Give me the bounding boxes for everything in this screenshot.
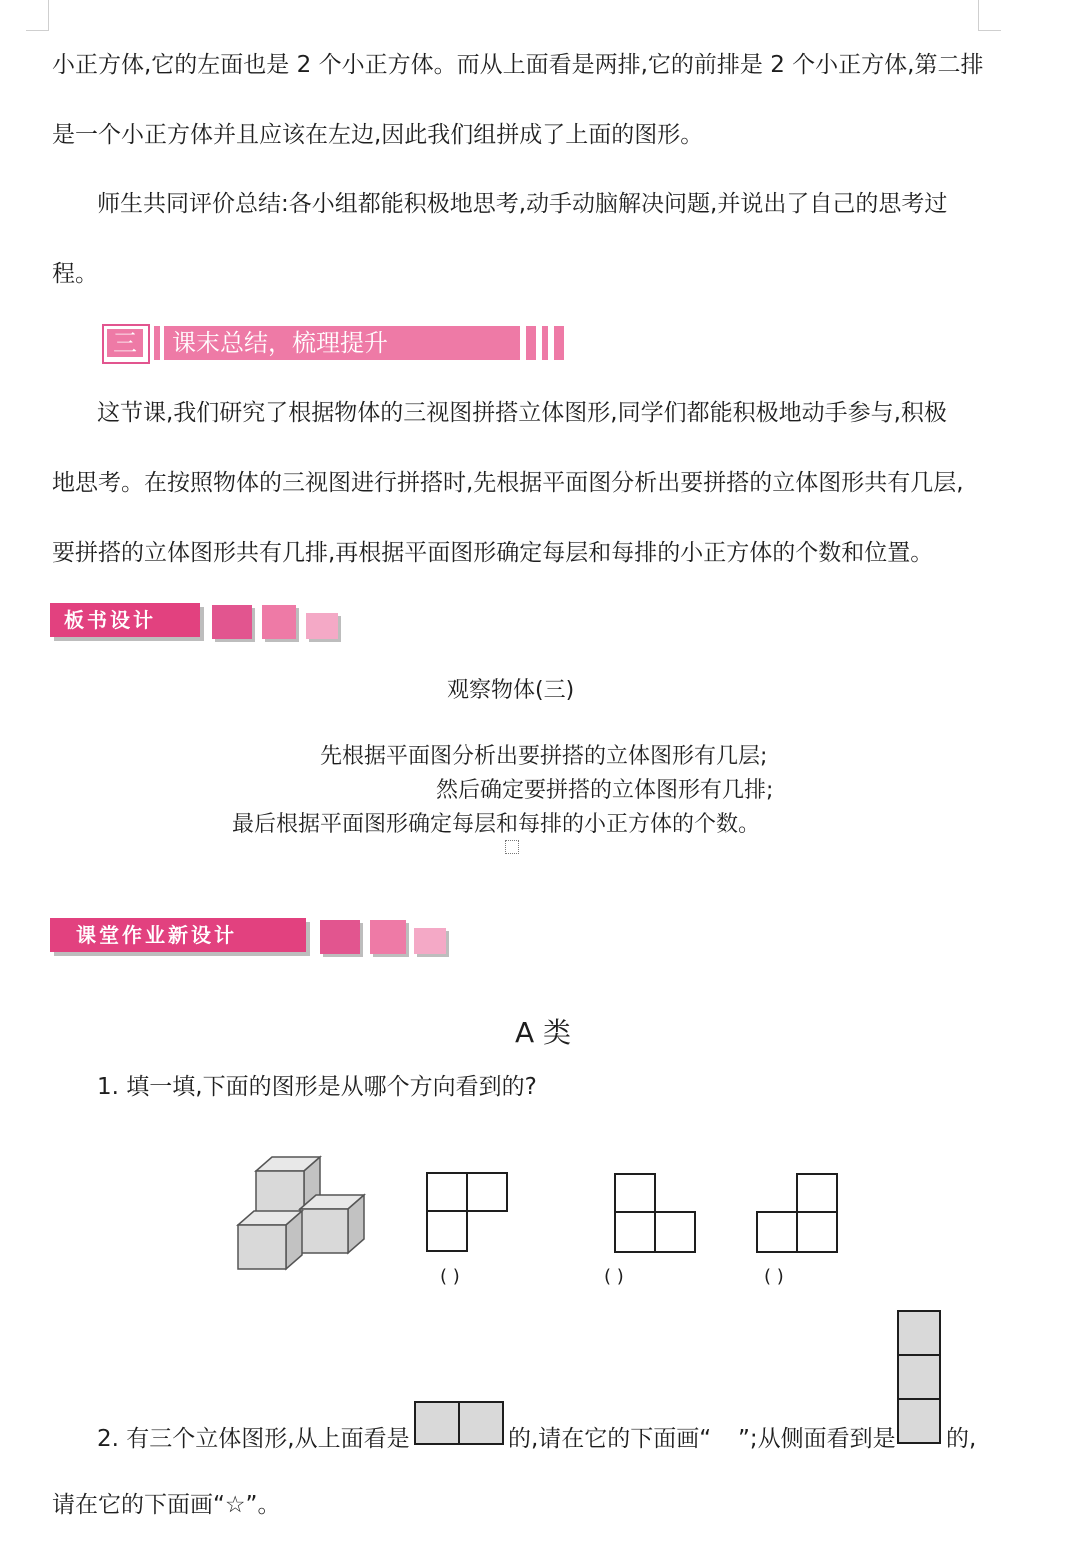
summary-line: 要拼搭的立体图形共有几排,再根据平面图形确定每层和每排的小正方体的个数和位置。 [52, 540, 934, 566]
banner-label: 课堂作业新设计 [50, 918, 306, 952]
question-2-text: 2. 有三个立体图形,从上面看是 [97, 1426, 410, 1452]
question-2-text: ”;从侧面看到是 [738, 1426, 896, 1452]
page-corner-mark-left [26, 0, 49, 31]
paragraph-line: 师生共同评价总结:各小组都能积极地思考,动手动脑解决问题,并说出了自己的思考过 [97, 191, 948, 217]
decor-square [212, 605, 252, 639]
grid-cell [796, 1211, 838, 1253]
paragraph-line: 是一个小正方体并且应该在左边,因此我们组拼成了上面的图形。 [52, 122, 704, 148]
answer-blank[interactable]: ( ) [440, 1266, 460, 1287]
paragraph-line: 程。 [52, 261, 98, 287]
decor-square [320, 920, 360, 954]
banner-label: 板书设计 [50, 603, 200, 637]
cursor-marker [505, 840, 519, 854]
grid-cell [414, 1401, 460, 1445]
paragraph-line: 小正方体,它的左面也是 2 个小正方体。而从上面看是两排,它的前排是 2 个小正方体,第二排 [52, 52, 984, 78]
grid-cell [756, 1211, 798, 1253]
answer-blank[interactable]: ( ) [764, 1266, 784, 1287]
grid-cell [426, 1210, 468, 1252]
board-line: 然后确定要拼搭的立体图形有几排; [436, 778, 774, 803]
grid-cell [654, 1211, 696, 1253]
grid-cell [466, 1172, 508, 1212]
grid-cell [426, 1172, 468, 1212]
decor-square [370, 920, 406, 954]
question-2-text: 请在它的下面画“☆”。 [52, 1492, 281, 1518]
grid-cell [614, 1211, 656, 1253]
answer-blank[interactable]: ( ) [604, 1266, 624, 1287]
decor-bar [526, 326, 536, 360]
cube-solid-figure [236, 1155, 368, 1271]
board-line: 先根据平面图分析出要拼搭的立体图形有几层; [320, 744, 768, 769]
board-title: 观察物体(三) [447, 678, 575, 703]
category-heading: A 类 [515, 1016, 572, 1049]
decor-bar [542, 326, 548, 360]
section-number-badge: 三 [102, 324, 150, 364]
decor-square [306, 613, 338, 639]
summary-line: 地思考。在按照物体的三视图进行拼搭时,先根据平面图分析出要拼搭的立体图形共有几层, [52, 470, 964, 496]
decor-bar [154, 326, 160, 360]
question-2-text: 的,请在它的下面画“ [508, 1426, 712, 1452]
summary-line: 这节课,我们研究了根据物体的三视图拼搭立体图形,同学们都能积极地动手参与,积极 [97, 400, 947, 426]
grid-cell [458, 1401, 504, 1445]
page-corner-mark-right [978, 0, 1001, 31]
decor-square [414, 928, 446, 954]
grid-cell [897, 1354, 941, 1400]
grid-cell [897, 1398, 941, 1444]
decor-square [262, 605, 296, 639]
grid-cell [897, 1310, 941, 1356]
board-line: 最后根据平面图形确定每层和每排的小正方体的个数。 [232, 812, 761, 837]
question-2-text: 的, [946, 1426, 977, 1452]
grid-cell [614, 1173, 656, 1213]
grid-cell [796, 1173, 838, 1213]
question-1-text: 1. 填一填,下面的图形是从哪个方向看到的? [97, 1074, 537, 1100]
section-title: 课末总结，梳理提升 [168, 326, 520, 360]
decor-bar [554, 326, 564, 360]
